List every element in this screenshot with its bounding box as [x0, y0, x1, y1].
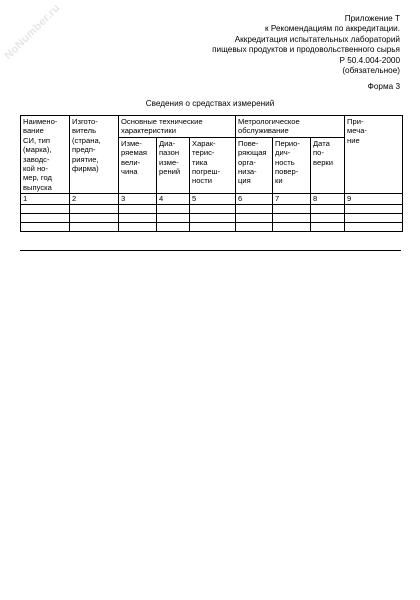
table-cell	[236, 204, 273, 213]
mandatory-note: (обязательное)	[342, 66, 400, 76]
table-cell	[190, 204, 236, 213]
watermark: NoNumber.ru	[2, 1, 63, 63]
header-note: При- меча- ние	[345, 116, 403, 194]
instruments-table	[20, 115, 403, 232]
header-measured-quantity: Изме- ряемая вели- чина	[119, 137, 157, 193]
table-cell	[157, 204, 190, 213]
table-cell	[119, 204, 157, 213]
table-cell	[273, 222, 311, 231]
column-number: 7	[273, 194, 311, 204]
table-cell	[311, 204, 345, 213]
table-cell	[345, 213, 403, 222]
column-number: 1	[21, 194, 70, 204]
form-label: Форма 3	[367, 82, 400, 91]
standard-code: Р 50.4.004-2000	[339, 55, 400, 65]
column-number: 5	[190, 194, 236, 204]
header-technical-group: Основные технические характеристики	[119, 116, 236, 138]
table-cell	[273, 204, 311, 213]
table-cell	[190, 222, 236, 231]
table-cell	[273, 213, 311, 222]
table-cell	[236, 213, 273, 222]
table-cell	[21, 204, 70, 213]
table-cell	[190, 213, 236, 222]
blank-row	[21, 204, 403, 213]
header-manufacturer: Изгото- витель (страна, предп- риятие, фирма)	[70, 116, 119, 194]
table-cell	[21, 222, 70, 231]
table-cell	[70, 204, 119, 213]
column-number-row	[21, 194, 403, 204]
table-cell	[345, 222, 403, 231]
appendix-title: Приложение Т	[344, 14, 400, 23]
header-verifying-org: Пове- ряющая орга- низа- ция	[236, 137, 273, 193]
header-periodicity: Перио- дич- ность повер- ки	[273, 137, 311, 193]
table-cell	[345, 204, 403, 213]
appendix-header	[212, 14, 400, 76]
header-error-characteristic: Харак- терис- тика погреш- ности	[190, 137, 236, 193]
table-cell	[70, 222, 119, 231]
accreditation-line: Аккредитация испытательных лабораторий	[234, 34, 400, 44]
header-range: Диа- пазон изме- рений	[157, 137, 190, 193]
blank-row	[21, 222, 403, 231]
column-number: 6	[236, 194, 273, 204]
header-metrology-group: Метрологическое обслуживание	[236, 116, 345, 138]
column-number: 9	[345, 194, 403, 204]
table-cell	[70, 213, 119, 222]
food-products-line: пищевых продуктов и продовольственного сырья	[212, 45, 400, 55]
table-cell	[311, 213, 345, 222]
table-cell	[236, 222, 273, 231]
table-cell	[21, 213, 70, 222]
table-cell	[157, 222, 190, 231]
document-title: Сведения о средствах измерений	[145, 99, 275, 108]
column-number: 2	[70, 194, 119, 204]
header-row	[21, 116, 403, 138]
table-cell	[311, 222, 345, 231]
column-number: 4	[157, 194, 190, 204]
table-cell	[119, 222, 157, 231]
bottom-divider	[20, 250, 401, 251]
appendix-reference: к Рекомендациям по аккредитации.	[265, 24, 400, 34]
blank-row	[21, 213, 403, 222]
column-number: 8	[311, 194, 345, 204]
table-cell	[119, 213, 157, 222]
header-name-si: Наимено- вание СИ, тип (марка), заводс- кой но- мер, год выпуска	[21, 116, 70, 194]
table-cell	[157, 213, 190, 222]
column-number: 3	[119, 194, 157, 204]
header-verification-date: Дата по- верки	[311, 137, 345, 193]
